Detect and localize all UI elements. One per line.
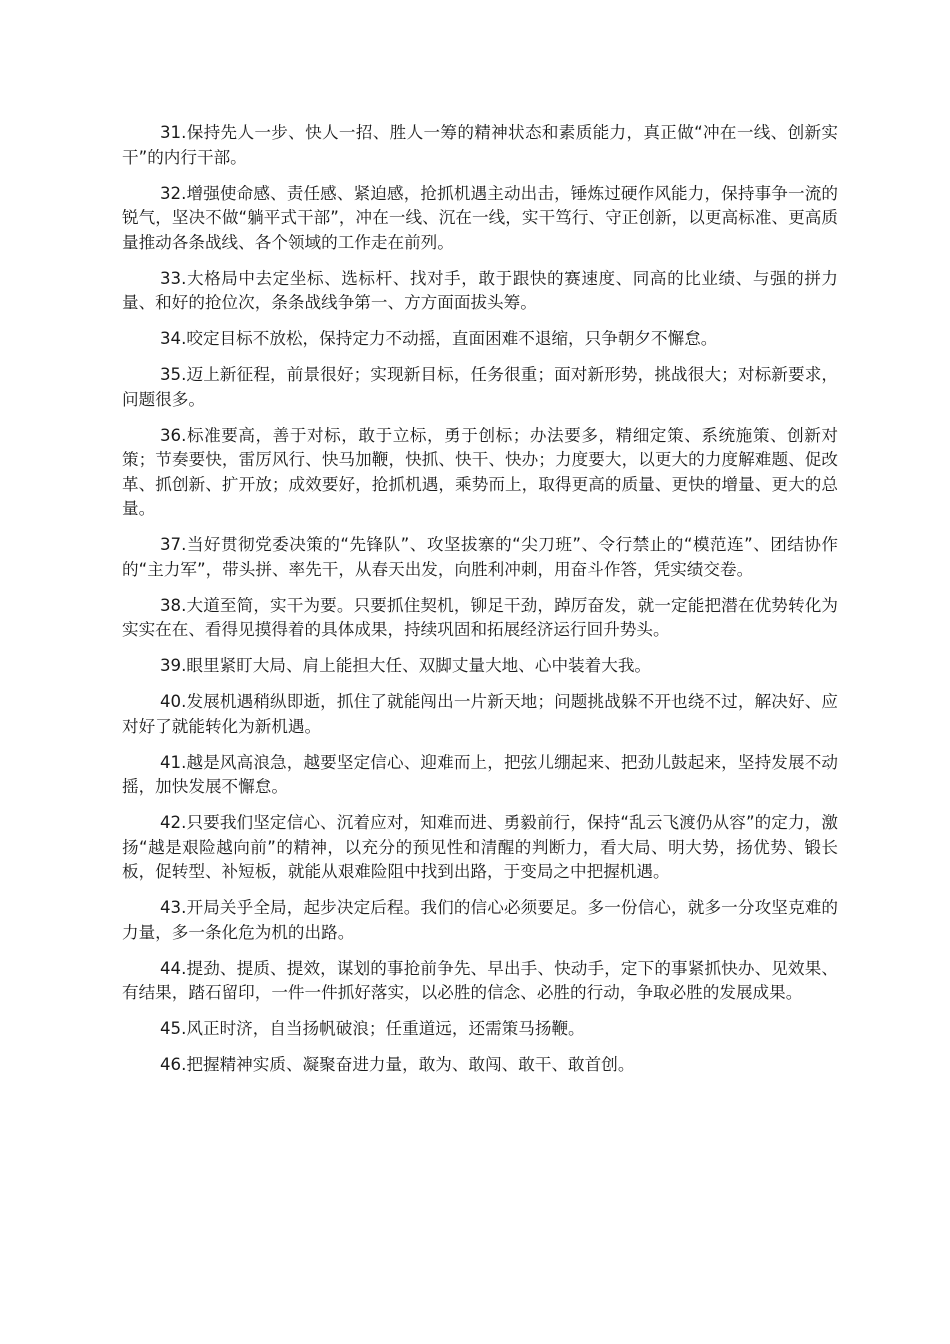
paragraph-35: 35.迈上新征程，前景很好；实现新目标，任务很重；面对新形势，挑战很大；对标新要求，问题很多。 xyxy=(122,365,838,409)
paragraph-44: 44.提劲、提质、提效，谋划的事抢前争先、早出手、快动手，定下的事紧抓快办、见效果、有结果，踏石留印，一件一件抓好落实，以必胜的信念、必胜的行动，争取必胜的发展成果。 xyxy=(122,958,838,1002)
paragraph-34: 34.咬定目标不放松，保持定力不动摇，直面困难不退缩，只争朝夕不懈怠。 xyxy=(160,329,718,348)
paragraph-31: 31.保持先人一步、快人一招、胜人一筹的精神状态和素质能力，真正做“冲在一线、创新实干”的内行干部。 xyxy=(122,123,838,167)
paragraph-39: 39.眼里紧盯大局、肩上能担大任、双脚丈量大地、心中装着大我。 xyxy=(160,656,652,675)
paragraph-42: 42.只要我们坚定信心、沉着应对，知难而进、勇毅前行，保持“乱云飞渡仍从容”的定力，激扬“越是艰险越向前”的精神，以充分的预见性和清醒的判断力，看大局、明大势，扬优势、锻长板，促转型、补短板，就能从艰难险阻中找到出路，于变局之中把握机遇。 xyxy=(122,813,838,881)
paragraph-41: 41.越是风高浪急，越要坚定信心、迎难而上，把弦儿绷起来、把劲儿鼓起来，坚持发展不动摇，加快发展不懈怠。 xyxy=(122,752,838,796)
paragraph-45: 45.风正时济，自当扬帆破浪；任重道远，还需策马扬鞭。 xyxy=(160,1019,585,1038)
paragraph-38: 38.大道至简，实干为要。只要抓住契机，铆足干劲，踔厉奋发，就一定能把潜在优势转化为实实在在、看得见摸得着的具体成果，持续巩固和拓展经济运行回升势头。 xyxy=(122,595,838,639)
document-body xyxy=(122,121,838,1089)
paragraph-43: 43.开局关乎全局，起步决定后程。我们的信心必须要足。多一份信心，就多一分攻坚克难的力量，多一条化危为机的出路。 xyxy=(122,898,838,942)
paragraph-46: 46.把握精神实质、凝聚奋进力量，敢为、敢闯、敢干、敢首创。 xyxy=(160,1055,635,1074)
paragraph-36: 36.标准要高，善于对标，敢于立标，勇于创标；办法要多，精细定策、系统施策、创新对策；节奏要快，雷厉风行、快马加鞭，快抓、快干、快办；力度要大，以更大的力度解难题、促改革、抓创新、扩开放；成效要好，抢抓机遇，乘势而上，取得更高的质量、更快的增量、更大的总量。 xyxy=(122,425,838,518)
paragraph-40: 40.发展机遇稍纵即逝，抓住了就能闯出一片新天地；问题挑战躲不开也绕不过，解决好、应对好了就能转化为新机遇。 xyxy=(122,692,838,736)
paragraph-37: 37.当好贯彻党委决策的“先锋队”、攻坚拔寨的“尖刀班”、令行禁止的“模范连”、团结协作的“主力军”，带头拼、率先干，从春天出发，向胜利冲刺，用奋斗作答，凭实绩交卷。 xyxy=(122,535,838,579)
paragraph-33: 33.大格局中去定坐标、选标杆、找对手，敢于跟快的赛速度、同高的比业绩、与强的拼力量、和好的抢位次，条条战线争第一、方方面面拔头筹。 xyxy=(122,268,838,312)
paragraph-32: 32.增强使命感、责任感、紧迫感，抢抓机遇主动出击，锤炼过硬作风能力，保持事争一流的锐气，坚决不做“躺平式干部”，冲在一线、沉在一线，实干笃行、守正创新，以更高标准、更高质量推动各条战线、各个领域的工作走在前列。 xyxy=(122,183,838,252)
